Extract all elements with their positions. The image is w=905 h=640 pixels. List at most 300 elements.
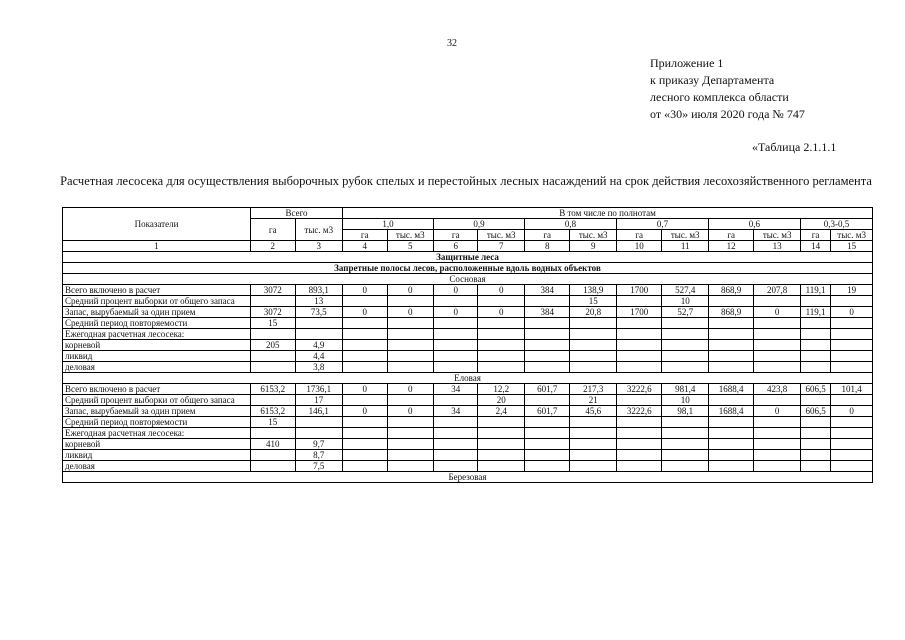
table-cell: 2,4 — [478, 406, 525, 417]
header-unit-m3: тыс. м3 — [754, 230, 801, 241]
table-cell — [387, 439, 434, 450]
table-cell: 207,8 — [754, 285, 801, 296]
table-cell — [251, 450, 295, 461]
table-cell — [524, 296, 569, 307]
table-cell — [478, 461, 525, 472]
row-label: Запас, вырубаемый за один прием — [63, 307, 251, 318]
table-cell — [478, 318, 525, 329]
table-cell: 3,8 — [295, 362, 343, 373]
table-cell — [754, 417, 801, 428]
table-row — [63, 285, 873, 296]
table-cell: 601,7 — [524, 384, 569, 395]
table-cell — [754, 362, 801, 373]
table-cell — [570, 362, 617, 373]
table-cell — [662, 318, 709, 329]
table-cell — [387, 351, 434, 362]
header-column-number: 11 — [662, 241, 709, 252]
row-label: корневой — [63, 340, 251, 351]
row-label: Средний период повторяемости — [63, 417, 251, 428]
table-cell: 19 — [831, 285, 873, 296]
table-cell: 146,1 — [295, 406, 343, 417]
table-cell — [570, 450, 617, 461]
table-cell — [800, 439, 830, 450]
table-cell — [251, 296, 295, 307]
row-label: Ежегодная расчетная лесосека: — [63, 329, 251, 340]
table-cell: 205 — [251, 340, 295, 351]
table-cell — [478, 417, 525, 428]
header-row-1 — [63, 208, 873, 219]
header-column-number: 6 — [434, 241, 478, 252]
row-label: Запас, вырубаемый за один прием — [63, 406, 251, 417]
table-cell — [434, 340, 478, 351]
table-cell — [570, 329, 617, 340]
header-column-number: 13 — [754, 241, 801, 252]
table-cell — [434, 428, 478, 439]
table-row — [63, 296, 873, 307]
table-cell — [524, 417, 569, 428]
header-density: 1,0 — [343, 219, 434, 230]
table-cell — [831, 340, 873, 351]
table-cell — [708, 340, 753, 351]
row-label: ликвид — [63, 351, 251, 362]
table-cell — [478, 340, 525, 351]
table-cell — [251, 362, 295, 373]
table-cell: 6153,2 — [251, 384, 295, 395]
table-title: Расчетная лесосека для осуществления выборочных рубок спелых и перестойных лесных насаждений на срок действия лесохозяйственного регламента — [60, 174, 872, 188]
row-label: корневой — [63, 439, 251, 450]
header-density: 0,3-0,5 — [800, 219, 872, 230]
header-column-number: 14 — [800, 241, 830, 252]
section-birch: Березовая — [63, 472, 873, 483]
table-cell: 4,4 — [295, 351, 343, 362]
table-cell — [387, 318, 434, 329]
table-cell — [616, 296, 661, 307]
table-cell — [662, 439, 709, 450]
header-column-number: 15 — [831, 241, 873, 252]
row-label: Средний процент выборки от общего запаса — [63, 395, 251, 406]
header-unit-m3: тыс. м3 — [570, 230, 617, 241]
table-cell — [800, 428, 830, 439]
table-cell: 0 — [387, 285, 434, 296]
table-cell — [343, 351, 387, 362]
table-cell: 1688,4 — [708, 384, 753, 395]
table-cell: 15 — [251, 417, 295, 428]
table-cell: 0 — [478, 307, 525, 318]
table-cell: 0 — [754, 406, 801, 417]
table-cell — [570, 428, 617, 439]
header-column-number: 5 — [387, 241, 434, 252]
table-cell — [708, 351, 753, 362]
table-cell — [343, 450, 387, 461]
table-cell — [478, 329, 525, 340]
table-cell — [831, 351, 873, 362]
table-cell — [754, 461, 801, 472]
table-cell — [616, 439, 661, 450]
table-cell — [616, 362, 661, 373]
table-cell: 0 — [754, 307, 801, 318]
table-cell — [524, 428, 569, 439]
appendix-line-2: к приказу Департамента — [650, 73, 775, 87]
header-total: Всего — [251, 208, 343, 219]
table-cell — [295, 417, 343, 428]
table-cell — [570, 318, 617, 329]
table-cell — [662, 351, 709, 362]
table-row — [63, 395, 873, 406]
table-cell — [251, 351, 295, 362]
row-label: ликвид — [63, 450, 251, 461]
section-row — [63, 472, 873, 483]
table-cell — [616, 340, 661, 351]
header-unit-m3: тыс. м3 — [387, 230, 434, 241]
section-row — [63, 373, 873, 384]
table-cell: 20 — [478, 395, 525, 406]
table-cell: 0 — [831, 406, 873, 417]
table-cell — [831, 395, 873, 406]
header-total-ha: га — [251, 219, 295, 241]
table-cell — [708, 439, 753, 450]
header-unit-ha: га — [800, 230, 830, 241]
table-cell — [295, 329, 343, 340]
table-cell: 527,4 — [662, 285, 709, 296]
appendix-line-4: от «30» июля 2020 года № 747 — [650, 107, 805, 121]
header-column-number: 3 — [295, 241, 343, 252]
header-row-numbers — [63, 241, 873, 252]
header-column-number: 2 — [251, 241, 295, 252]
table-cell: 0 — [434, 307, 478, 318]
table-cell: 0 — [387, 307, 434, 318]
table-cell: 45,6 — [570, 406, 617, 417]
table-cell — [754, 329, 801, 340]
table-cell: 0 — [478, 285, 525, 296]
table-cell: 8,7 — [295, 450, 343, 461]
table-cell — [754, 428, 801, 439]
table-cell — [708, 329, 753, 340]
table-cell — [800, 296, 830, 307]
table-cell — [616, 395, 661, 406]
table-cell — [387, 428, 434, 439]
table-cell — [616, 329, 661, 340]
table-cell — [616, 351, 661, 362]
row-label: Всего включено в расчет — [63, 384, 251, 395]
table-cell: 384 — [524, 307, 569, 318]
table-cell: 3072 — [251, 285, 295, 296]
section-pine: Сосновая — [63, 274, 873, 285]
table-cell: 12,2 — [478, 384, 525, 395]
table-cell: 3222,6 — [616, 384, 661, 395]
table-cell: 10 — [662, 296, 709, 307]
table-cell — [800, 362, 830, 373]
section-row — [63, 252, 873, 263]
appendix-line-1: Приложение 1 — [650, 56, 724, 70]
table-cell: 981,4 — [662, 384, 709, 395]
header-incl-densities: В том числе по полнотам — [343, 208, 873, 219]
table-cell — [387, 362, 434, 373]
table-row — [63, 384, 873, 395]
table-cell — [800, 395, 830, 406]
table-cell — [616, 461, 661, 472]
table-cell — [754, 439, 801, 450]
header-indicators: Показатели — [63, 208, 251, 241]
table-cell: 0 — [831, 307, 873, 318]
table-cell — [831, 296, 873, 307]
table-cell — [524, 450, 569, 461]
table-cell — [434, 439, 478, 450]
row-label: Всего включено в расчет — [63, 285, 251, 296]
table-cell — [616, 428, 661, 439]
table-cell — [524, 329, 569, 340]
table-cell — [434, 318, 478, 329]
table-cell — [387, 329, 434, 340]
table-cell: 20,8 — [570, 307, 617, 318]
table-cell: 21 — [570, 395, 617, 406]
table-row — [63, 329, 873, 340]
table-cell — [343, 428, 387, 439]
table-cell: 423,8 — [754, 384, 801, 395]
table-cell — [434, 351, 478, 362]
table-cell — [343, 318, 387, 329]
table-cell: 0 — [343, 406, 387, 417]
table-cell — [800, 461, 830, 472]
table-cell: 601,7 — [524, 406, 569, 417]
table-row — [63, 351, 873, 362]
table-cell — [434, 395, 478, 406]
table-cell — [662, 428, 709, 439]
table-cell — [831, 329, 873, 340]
table-cell — [754, 450, 801, 461]
table-cell — [434, 461, 478, 472]
table-cell — [570, 417, 617, 428]
table-cell — [662, 362, 709, 373]
table-cell — [800, 450, 830, 461]
table-row — [63, 307, 873, 318]
table-cell — [387, 296, 434, 307]
header-column-number: 4 — [343, 241, 387, 252]
logging-quota-table — [62, 207, 873, 483]
table-cell: 10 — [662, 395, 709, 406]
row-label: Средний процент выборки от общего запаса — [63, 296, 251, 307]
table-cell — [800, 340, 830, 351]
header-unit-m3: тыс. м3 — [662, 230, 709, 241]
table-cell — [708, 395, 753, 406]
table-cell: 1736,1 — [295, 384, 343, 395]
table-cell — [708, 461, 753, 472]
table-cell — [343, 439, 387, 450]
table-row — [63, 417, 873, 428]
table-cell: 1700 — [616, 307, 661, 318]
section-spruce: Еловая — [63, 373, 873, 384]
table-cell — [434, 329, 478, 340]
table-cell — [343, 362, 387, 373]
table-cell — [662, 329, 709, 340]
section-prohibited: Запретные полосы лесов, расположенные вдоль водных объектов — [63, 263, 873, 274]
table-cell — [831, 450, 873, 461]
appendix-block — [650, 55, 805, 123]
header-density: 0,8 — [524, 219, 616, 230]
header-column-number: 1 — [63, 241, 251, 252]
table-row — [63, 406, 873, 417]
table-cell — [800, 417, 830, 428]
table-cell — [616, 450, 661, 461]
table-cell — [800, 329, 830, 340]
table-cell — [343, 329, 387, 340]
table-cell — [387, 340, 434, 351]
table-row — [63, 362, 873, 373]
row-label: Средний период повторяемости — [63, 318, 251, 329]
table-cell: 0 — [343, 285, 387, 296]
table-cell: 15 — [251, 318, 295, 329]
table-cell — [524, 351, 569, 362]
table-cell: 7,5 — [295, 461, 343, 472]
table-cell: 6153,2 — [251, 406, 295, 417]
header-unit-ha: га — [616, 230, 661, 241]
table-cell: 217,3 — [570, 384, 617, 395]
table-cell: 1688,4 — [708, 406, 753, 417]
table-row — [63, 340, 873, 351]
table-cell — [831, 428, 873, 439]
table-cell — [754, 351, 801, 362]
table-cell — [524, 395, 569, 406]
table-cell — [570, 340, 617, 351]
table-cell — [662, 450, 709, 461]
table-cell — [387, 395, 434, 406]
table-cell — [616, 318, 661, 329]
table-cell: 3222,6 — [616, 406, 661, 417]
table-cell: 868,9 — [708, 285, 753, 296]
table-cell: 52,7 — [662, 307, 709, 318]
header-column-number: 8 — [524, 241, 569, 252]
table-cell: 1700 — [616, 285, 661, 296]
table-cell: 0 — [387, 406, 434, 417]
table-cell — [434, 362, 478, 373]
table-cell — [343, 417, 387, 428]
table-cell: 15 — [570, 296, 617, 307]
table-cell — [570, 351, 617, 362]
table-cell — [387, 417, 434, 428]
table-cell — [478, 296, 525, 307]
section-protective: Защитные леса — [63, 252, 873, 263]
header-total-m3: тыс. м3 — [295, 219, 343, 241]
table-cell — [616, 417, 661, 428]
table-cell — [524, 340, 569, 351]
table-cell — [570, 439, 617, 450]
header-unit-ha: га — [343, 230, 387, 241]
table-row — [63, 318, 873, 329]
table-cell — [708, 417, 753, 428]
table-cell: 0 — [387, 384, 434, 395]
table-row — [63, 450, 873, 461]
header-column-number: 7 — [478, 241, 525, 252]
table-row — [63, 439, 873, 450]
row-label: деловая — [63, 461, 251, 472]
table-cell: 34 — [434, 384, 478, 395]
row-label: деловая — [63, 362, 251, 373]
table-cell: 98,1 — [662, 406, 709, 417]
table-cell — [478, 428, 525, 439]
table-cell — [343, 296, 387, 307]
table-cell — [754, 296, 801, 307]
header-density: 0,6 — [708, 219, 800, 230]
table-row — [63, 428, 873, 439]
header-unit-m3: тыс. м3 — [478, 230, 525, 241]
table-cell: 3072 — [251, 307, 295, 318]
table-cell — [708, 450, 753, 461]
table-cell — [434, 450, 478, 461]
table-cell — [708, 318, 753, 329]
table-cell: 0 — [343, 384, 387, 395]
table-reference: «Таблица 2.1.1.1 — [752, 140, 837, 154]
table-cell — [478, 439, 525, 450]
table-cell: 410 — [251, 439, 295, 450]
table-cell: 606,5 — [800, 384, 830, 395]
header-column-number: 10 — [616, 241, 661, 252]
header-unit-m3: тыс. м3 — [831, 230, 873, 241]
row-label: Ежегодная расчетная лесосека: — [63, 428, 251, 439]
table-cell: 73,5 — [295, 307, 343, 318]
table-cell — [343, 461, 387, 472]
table-cell — [387, 461, 434, 472]
table-cell — [831, 461, 873, 472]
table-row — [63, 461, 873, 472]
table-cell — [251, 461, 295, 472]
header-density: 0,7 — [616, 219, 708, 230]
table-cell — [524, 318, 569, 329]
table-cell: 119,1 — [800, 307, 830, 318]
table-cell: 119,1 — [800, 285, 830, 296]
section-row — [63, 263, 873, 274]
table-cell — [570, 461, 617, 472]
table-cell — [251, 395, 295, 406]
table-cell — [251, 428, 295, 439]
table-cell: 868,9 — [708, 307, 753, 318]
table-cell — [708, 296, 753, 307]
table-cell — [831, 417, 873, 428]
table-cell: 13 — [295, 296, 343, 307]
table-cell — [662, 417, 709, 428]
table-cell: 4,9 — [295, 340, 343, 351]
table-cell — [708, 428, 753, 439]
header-density: 0,9 — [434, 219, 525, 230]
table-cell — [295, 318, 343, 329]
table-cell — [343, 395, 387, 406]
table-cell — [831, 318, 873, 329]
table-cell — [831, 362, 873, 373]
table-cell: 34 — [434, 406, 478, 417]
table-cell — [754, 395, 801, 406]
table-cell: 9,7 — [295, 439, 343, 450]
table-cell — [295, 428, 343, 439]
table-cell — [524, 439, 569, 450]
table-cell: 893,1 — [295, 285, 343, 296]
table-cell — [434, 296, 478, 307]
table-cell — [251, 329, 295, 340]
table-cell: 17 — [295, 395, 343, 406]
table-cell: 101,4 — [831, 384, 873, 395]
table-cell — [800, 318, 830, 329]
table-cell — [800, 351, 830, 362]
table-cell: 0 — [343, 307, 387, 318]
table-cell — [662, 340, 709, 351]
table-cell — [434, 417, 478, 428]
header-unit-ha: га — [524, 230, 569, 241]
header-unit-ha: га — [708, 230, 753, 241]
header-column-number: 9 — [570, 241, 617, 252]
table-cell — [831, 439, 873, 450]
table-cell: 384 — [524, 285, 569, 296]
section-row — [63, 274, 873, 285]
table-cell — [708, 362, 753, 373]
table-cell: 138,9 — [570, 285, 617, 296]
table-cell — [478, 362, 525, 373]
